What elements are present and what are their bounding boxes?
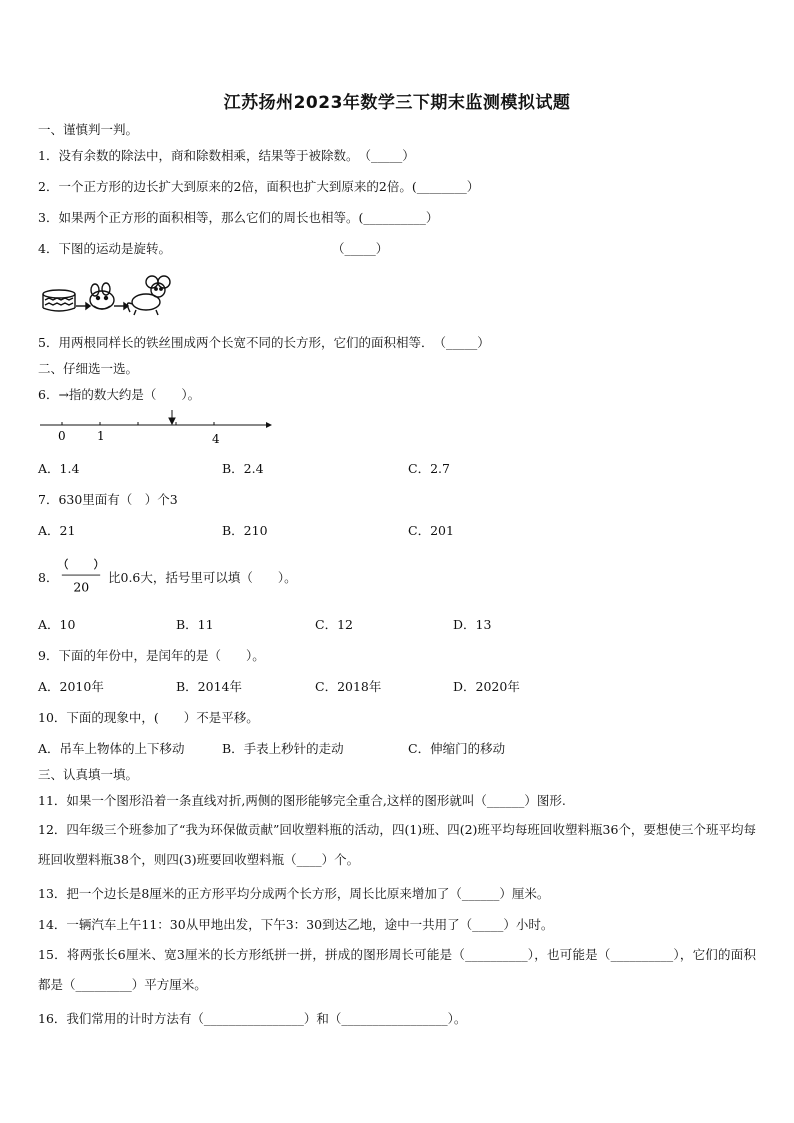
- bunny-icon: [90, 283, 114, 309]
- section-heading-judge: 一、谨慎判一判。: [38, 122, 139, 137]
- question-2: 2．一个正方形的边长扩大到原来的2倍，面积也扩大到原来的2倍。(________）: [38, 179, 480, 194]
- question-14: 14．一辆汽车上午11：30从甲地出发，下午3：30到达乙地，途中一共用了（_____）小时。: [38, 917, 554, 932]
- question-15: 15．将两张长6厘米、宽3厘米的长方形纸拼一拼，拼成的图形周长可能是（__________），也可能是（__________），它们的面积都是（_________）平方厘米。: [38, 947, 756, 992]
- question-9-option-c: C．2018年: [315, 679, 382, 694]
- tick-label: 0: [58, 429, 66, 443]
- arrow-icon: [114, 303, 128, 309]
- section-heading-choose: 二、仔细选一选。: [38, 361, 139, 376]
- rotation-illustration: [40, 270, 180, 316]
- cake-icon: [43, 290, 75, 311]
- question-5: 5．用两根同样长的铁丝围成两个长宽不同的长方形，它们的面积相等． （_____）: [38, 335, 490, 350]
- question-8-option-a: A．10: [38, 617, 76, 632]
- question-9: 9．下面的年份中，是闰年的是（ ）。: [38, 648, 265, 663]
- question-9-option-a: A．2010年: [38, 679, 104, 694]
- question-10-option-a: A．吊车上物体的上下移动: [38, 741, 185, 756]
- question-6: 6．→指的数大约是（ ）。: [38, 387, 201, 402]
- question-8-option-d: D．13: [453, 617, 492, 632]
- tick-label: 4: [212, 432, 220, 446]
- axis-arrow-icon: [266, 422, 272, 428]
- pointer-arrow-icon: [169, 410, 175, 424]
- question-9-option-b: B．2014年: [176, 679, 242, 694]
- arrow-icon: [76, 303, 90, 309]
- question-7-option-b: B．210: [222, 523, 268, 538]
- question-8-number: 8．: [38, 570, 59, 585]
- question-3: 3．如果两个正方形的面积相等，那么它们的周长也相等。(__________）: [38, 210, 439, 225]
- question-6-option-a: A．1.4: [38, 461, 80, 476]
- number-line: [36, 408, 276, 448]
- question-7-option-a: A．21: [38, 523, 76, 538]
- question-8-option-b: B．11: [176, 617, 214, 632]
- question-4: 4．下图的运动是旋转。: [38, 241, 171, 256]
- question-13: 13．把一个边长是8厘米的正方形平均分成两个长方形，周长比原来增加了（______）厘米。: [38, 886, 550, 901]
- question-6-option-b: B．2.4: [222, 461, 264, 476]
- mouse-icon: [127, 276, 170, 315]
- section-heading-fill: 三、认真填一填。: [38, 767, 139, 782]
- question-6-option-c: C．2.7: [408, 461, 450, 476]
- question-10: 10．下面的现象中，( ）不是平移。: [38, 710, 259, 725]
- question-9-option-d: D．2020年: [453, 679, 520, 694]
- question-7: 7．630里面有（ ）个3: [38, 492, 178, 507]
- question-10-option-b: B．手表上秒针的走动: [222, 741, 344, 756]
- page-title: 江苏扬州2023年数学三下期末监测模拟试题: [223, 93, 571, 113]
- question-7-option-c: C．201: [408, 523, 454, 538]
- fraction-denominator: 20: [73, 579, 90, 595]
- question-10-option-c: C．伸缩门的移动: [408, 741, 506, 756]
- fraction: [58, 556, 104, 596]
- tick-label: 1: [97, 429, 105, 443]
- question-8-text: 比0.6大，括号里可以填（ ）。: [108, 570, 297, 585]
- question-4-blank: （_____）: [332, 241, 389, 256]
- question-16: 16．我们常用的计时方法有（________________）和（_________________）。: [38, 1011, 467, 1026]
- question-11: 11．如果一个图形沿着一条直线对折,两侧的图形能够完全重合,这样的图形就叫（______）图形.: [38, 793, 566, 808]
- question-12: 12．四年级三个班参加了“我为环保做贡献”回收塑料瓶的活动，四(1)班、四(2)班平均每班回收塑料瓶36个，要想使三个班平均每班回收塑料瓶38个，则四(3)班要回收塑料瓶（____）个。: [38, 822, 756, 867]
- question-8-option-c: C．12: [315, 617, 353, 632]
- question-1: 1．没有余数的除法中，商和除数相乘，结果等于被除数。 （_____）: [38, 148, 415, 163]
